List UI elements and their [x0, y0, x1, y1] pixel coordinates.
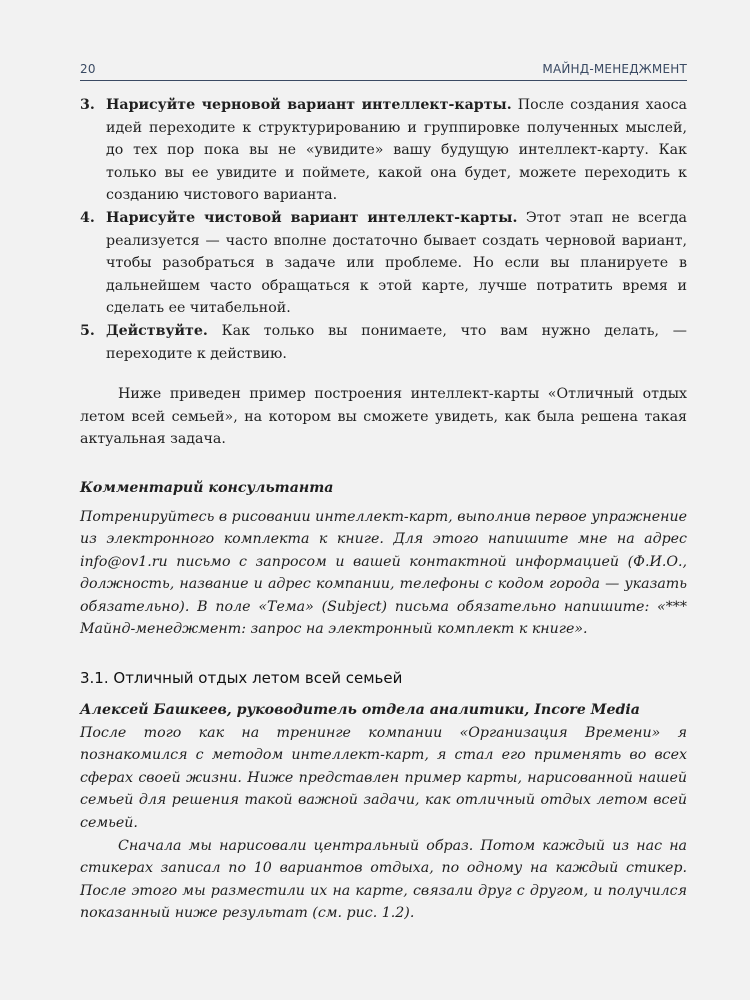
intro-paragraph: Ниже приведен пример построения интеллект-карты «Отличный отдых летом всей семьей», на котором вы сможете увидеть, как была решена такая актуальная задача.	[80, 386, 687, 448]
step-text: Этот этап не всегда реализуется — часто вполне достаточно бывает создать черновой вариант, чтобы разобраться в задаче или проблеме. Но если вы планируете в дальнейшем часто обращаться к этой карте, лучше потратить время и сделать ее читабельной.	[106, 209, 687, 317]
section-paragraph: После того как на тренинге компании «Организация Времени» я познакомился с методом интеллект-карт, я стал его применять во всех сферах своей жизни. Ниже представлен пример карты, нарисованной нашей семьей для решения такой важной задачи, как отличный отдых летом всей семьей.	[80, 724, 687, 832]
page-content	[80, 94, 687, 925]
section-author: Алексей Башкеев, руководитель отдела аналитики, Incore Media	[80, 702, 640, 719]
running-header	[80, 62, 687, 76]
section-paragraph: Сначала мы нарисовали центральный образ. Потом каждый из нас на стикерах записал по 10 вариантов отдыха, по одному на каждый стикер. После этого мы разместили их на карте, связали друг с другом, и получился показанный ниже результат (см. рис. 1.2).	[80, 837, 687, 922]
step-number: 5.	[80, 322, 95, 339]
section-heading: 3.1. Отличный отдых летом всей семьей	[80, 669, 403, 688]
step-text: Как только вы понимаете, что вам нужно делать, — переходите к действию.	[106, 322, 687, 362]
step-text: После создания хаоса идей переходите к структурированию и группировке полученных мыслей, до тех пор пока вы не «увидите» вашу будущую интеллект-карту. Как только вы ее увидите и поймете, какой она будет, можете переходить к созданию чистового варианта.	[106, 97, 687, 204]
step-item	[80, 320, 687, 365]
consultant-comment-text: Потренируйтесь в рисовании интеллект-карт, выполнив первое упражнение из электронного комплекта к книге. Для этого напишите мне на адрес info@ov1.ru письмо с запросом и вашей контактной информацией (Ф.И.О., должность, название и адрес компании, телефоны с кодом города — указать обязательно). В поле «Тема» (Subject) письма обязательно напишите: «*** Майнд-менеджмент: запрос на электронный комплект к книге».	[80, 508, 687, 638]
step-title: Нарисуйте чистовой вариант интеллект-карты.	[106, 209, 518, 226]
step-title: Действуйте.	[106, 322, 208, 339]
page-number: 20	[80, 62, 96, 76]
running-title: МАЙНД-МЕНЕДЖМЕНТ	[542, 62, 687, 76]
step-item	[80, 207, 687, 320]
header-rule	[80, 80, 687, 81]
step-title: Нарисуйте черновой вариант интеллект-карты.	[106, 97, 512, 113]
step-item	[80, 94, 687, 207]
step-number: 4.	[80, 209, 95, 226]
step-number: 3.	[80, 97, 95, 113]
consultant-comment-title: Комментарий консультанта	[80, 479, 334, 496]
